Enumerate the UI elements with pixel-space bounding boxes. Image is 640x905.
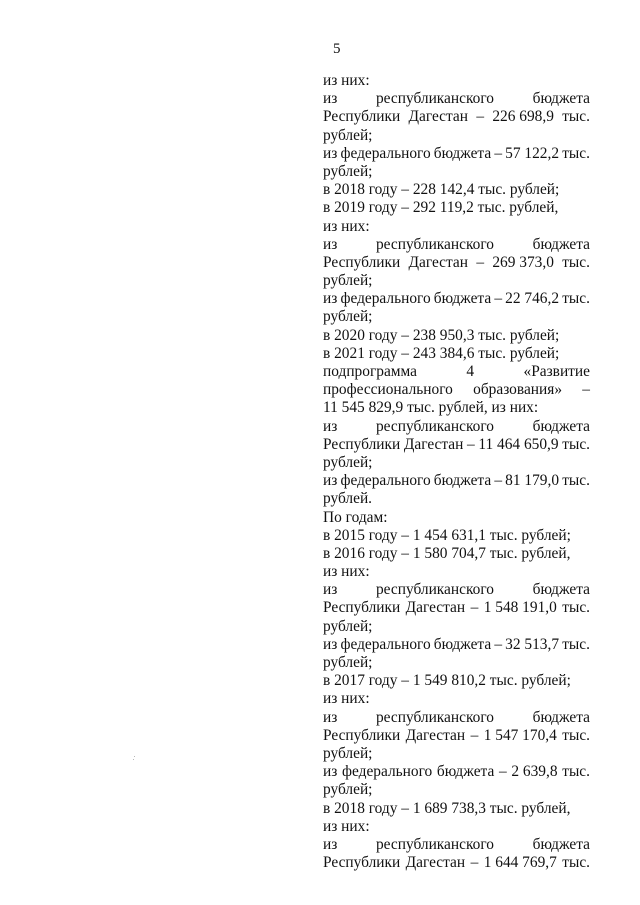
text-line: рублей; xyxy=(323,126,373,144)
text-line xyxy=(323,236,590,254)
text-word: – xyxy=(494,635,503,653)
text-line xyxy=(323,763,590,781)
text-word: Республики xyxy=(323,726,401,744)
text-line: рублей. xyxy=(323,490,373,508)
text-word: Республики xyxy=(323,435,401,453)
text-line xyxy=(323,363,590,381)
text-line: в 2018 году – 1 689 738,3 тыс. рублей, xyxy=(323,799,571,817)
text-word: тыс. xyxy=(562,635,590,653)
text-word: из xyxy=(323,90,338,108)
text-line: в 2015 году – 1 454 631,1 тыс. рублей; xyxy=(323,526,571,544)
text-word: – xyxy=(498,763,507,781)
text-word: тыс. xyxy=(562,854,590,872)
text-line xyxy=(323,636,590,654)
text-word: бюджета xyxy=(532,417,590,435)
text-line: 11 545 829,9 тыс. рублей, из них: xyxy=(323,399,539,417)
text-word: – xyxy=(476,108,485,126)
text-word: подпрограмма xyxy=(323,363,417,380)
text-word: из xyxy=(323,581,338,599)
scan-speck xyxy=(133,759,134,760)
text-word: тыс. xyxy=(562,763,590,781)
text-word: федерального xyxy=(340,635,431,653)
text-word: бюджета xyxy=(532,235,590,253)
text-word: из xyxy=(323,635,338,653)
text-word: бюджета xyxy=(532,835,590,853)
text-word: бюджета xyxy=(532,90,590,108)
text-line: из них: xyxy=(323,817,370,835)
text-word: Дагестан xyxy=(408,253,468,271)
text-word: федерального xyxy=(342,763,433,781)
text-line: в 2021 году – 243 384,6 тыс. рублей; xyxy=(323,344,560,362)
text-line: рублей; xyxy=(323,272,373,290)
text-line xyxy=(323,854,590,872)
document-body xyxy=(323,72,590,872)
text-word: из xyxy=(323,417,338,435)
text-line xyxy=(323,418,590,436)
text-line xyxy=(323,581,590,599)
text-word: бюджета xyxy=(433,290,492,308)
text-word: федерального xyxy=(340,290,431,308)
text-word: 226 698,9 xyxy=(492,108,554,126)
text-word: федерального xyxy=(340,144,431,162)
text-line: рублей; xyxy=(323,654,373,671)
text-word: 57 122,2 xyxy=(505,144,560,162)
text-word: Республики xyxy=(323,854,401,872)
text-word: – xyxy=(470,854,479,872)
text-word: бюджета xyxy=(433,144,492,162)
text-word: тыс. xyxy=(562,290,590,308)
text-word: – xyxy=(494,472,503,490)
text-line xyxy=(323,90,590,108)
text-word: 1 644 769,7 xyxy=(483,854,557,872)
text-line xyxy=(323,145,590,163)
text-line xyxy=(323,727,590,745)
text-line: рублей; xyxy=(323,617,373,635)
text-word: Республики xyxy=(323,599,401,617)
text-line: рублей; xyxy=(323,781,373,799)
text-line: из них: xyxy=(323,690,370,708)
text-word: бюджета xyxy=(532,708,590,726)
text-word: – xyxy=(582,381,590,399)
text-line: По годам: xyxy=(323,508,388,526)
text-word: – xyxy=(470,726,479,744)
text-word: республиканского xyxy=(375,90,494,108)
text-word: Дагестан xyxy=(405,599,466,617)
text-word: из xyxy=(323,835,338,853)
text-word: – xyxy=(494,290,503,308)
text-word: тыс. xyxy=(562,599,590,617)
text-word: федерального xyxy=(340,472,431,490)
text-word: Республики xyxy=(323,253,401,271)
text-line: рублей; xyxy=(323,308,373,326)
text-word: бюджета xyxy=(433,472,492,490)
text-word: тыс. xyxy=(562,253,590,271)
text-word: тыс. xyxy=(562,472,590,490)
text-line xyxy=(323,290,590,308)
text-line xyxy=(323,836,590,854)
text-word: – xyxy=(494,144,503,162)
text-word: из xyxy=(323,472,338,490)
text-word: 269 373,0 xyxy=(492,253,554,271)
text-word: Дагестан xyxy=(403,435,464,453)
text-word: из xyxy=(323,235,338,253)
text-word: 32 513,7 xyxy=(505,635,560,653)
text-word: Дагестан xyxy=(405,854,466,872)
text-line: из них: xyxy=(323,217,370,235)
text-word: республиканского xyxy=(375,708,494,726)
text-word: тыс. xyxy=(562,108,590,126)
text-word: из xyxy=(323,763,338,781)
text-word: из xyxy=(323,290,338,308)
text-word: – xyxy=(467,435,475,453)
text-word: Дагестан xyxy=(405,726,466,744)
text-word: из xyxy=(323,144,338,162)
text-word: республиканского xyxy=(375,417,494,435)
text-word: тыс. xyxy=(562,435,590,453)
text-line xyxy=(323,472,590,490)
text-word: бюджета xyxy=(436,763,495,781)
text-word: профессионального xyxy=(323,381,453,399)
text-word: 22 746,2 xyxy=(505,290,560,308)
text-word: 81 179,0 xyxy=(505,472,560,490)
text-word: бюджета xyxy=(532,581,590,599)
text-line xyxy=(323,436,590,454)
text-line xyxy=(323,254,590,272)
text-word: – xyxy=(470,599,479,617)
text-line: в 2017 году – 1 549 810,2 тыс. рублей; xyxy=(323,672,571,690)
text-line xyxy=(323,381,590,399)
text-word: образования» xyxy=(473,381,563,399)
text-word: республиканского xyxy=(375,581,494,599)
text-word: республиканского xyxy=(375,235,494,253)
text-line: рублей; xyxy=(323,744,373,762)
text-line: рублей; xyxy=(323,453,373,471)
text-line: в 2019 году – 292 119,2 тыс. рублей, xyxy=(323,199,559,217)
text-line: в 2016 году – 1 580 704,7 тыс. рублей, xyxy=(323,544,571,562)
text-line xyxy=(323,709,590,727)
text-word: Республики xyxy=(323,108,401,126)
text-word: тыс. xyxy=(562,726,590,744)
text-word: «Развитие xyxy=(523,363,590,380)
text-word: бюджета xyxy=(433,635,492,653)
text-word: 1 547 170,4 xyxy=(483,726,557,744)
text-word: из xyxy=(323,708,338,726)
text-word: Дагестан xyxy=(408,108,468,126)
text-word: 2 639,8 xyxy=(511,763,558,781)
text-line xyxy=(323,108,590,126)
page-number: 5 xyxy=(333,41,341,57)
text-word: – xyxy=(476,253,485,271)
text-word: 4 xyxy=(466,363,475,380)
text-line xyxy=(323,599,590,617)
text-word: 1 548 191,0 xyxy=(483,599,557,617)
text-line: рублей; xyxy=(323,162,373,180)
text-word: тыс. xyxy=(562,144,590,162)
text-line: из них: xyxy=(323,563,370,581)
text-line: из них: xyxy=(323,72,370,89)
text-word: 11 464 650,9 xyxy=(478,435,559,453)
text-line: в 2020 году – 238 950,3 тыс. рублей; xyxy=(323,326,560,344)
text-line: в 2018 году – 228 142,4 тыс. рублей; xyxy=(323,181,560,199)
scan-speck xyxy=(134,756,135,757)
text-word: республиканского xyxy=(375,835,494,853)
